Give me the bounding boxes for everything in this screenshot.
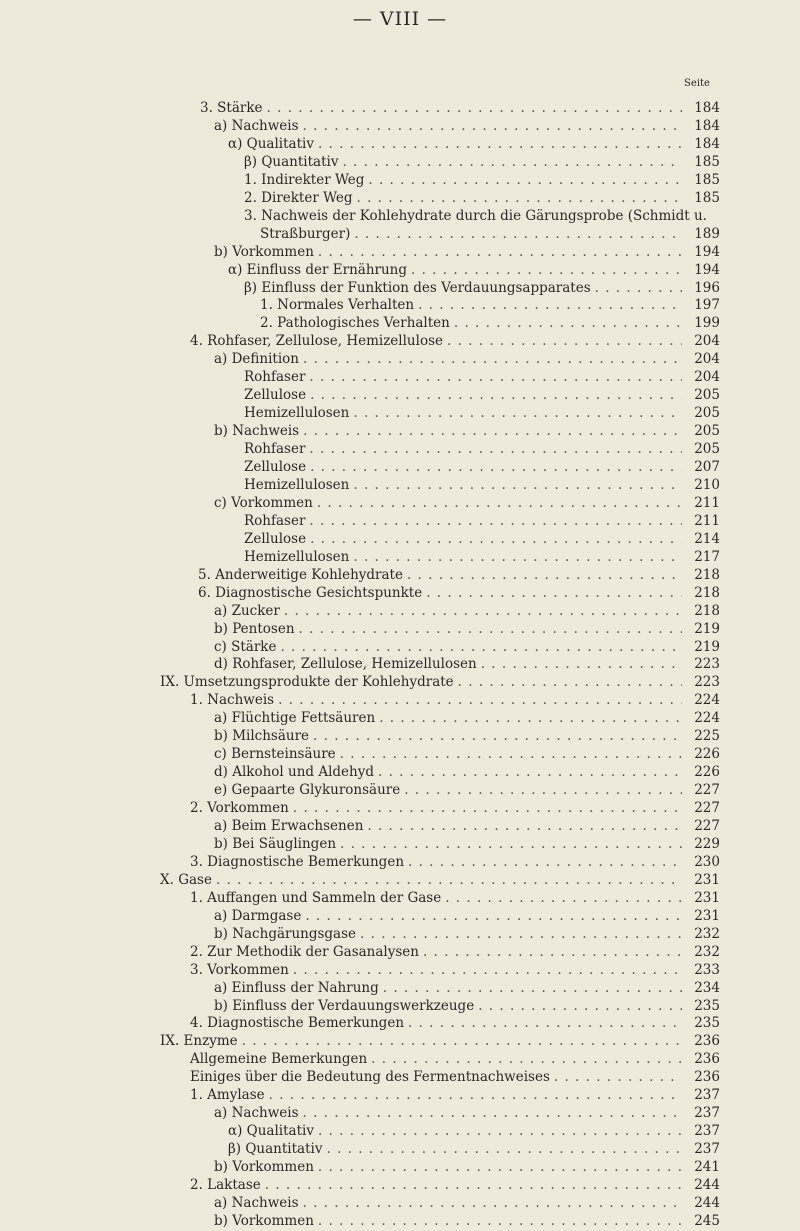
leader-dots <box>367 818 682 834</box>
toc-entry <box>214 728 720 746</box>
toc-entry-label: a) Zucker <box>214 602 280 619</box>
toc-entry-page: 204 <box>694 351 720 368</box>
toc-entry <box>190 944 720 962</box>
toc-entry-page: 234 <box>694 979 720 996</box>
toc-entry-label: b) Nachgärungsgase <box>214 925 357 942</box>
leader-dots <box>478 998 682 1014</box>
toc-entry-page: 224 <box>694 692 720 709</box>
toc-entry <box>244 441 720 459</box>
toc-entry-page: 219 <box>694 638 720 655</box>
toc-entry-label: a) Flüchtige Fettsäuren <box>214 710 376 727</box>
leader-dots <box>242 1033 682 1049</box>
toc-entry <box>244 280 720 298</box>
toc-entry-page: 232 <box>694 925 720 942</box>
toc-entry-label: 1. Auffangen und Sammeln der Gase <box>190 889 442 906</box>
leader-dots <box>309 441 682 457</box>
toc-entry-page: 232 <box>694 943 720 960</box>
toc-entry <box>198 585 720 603</box>
toc-entry <box>214 1195 720 1213</box>
toc-entry-label: Rohfaser <box>244 441 306 458</box>
toc-entry <box>244 513 720 531</box>
toc-entry <box>214 818 720 836</box>
leader-dots <box>267 100 682 116</box>
toc-entry <box>244 549 720 567</box>
toc-entry-label: a) Definition <box>214 351 300 368</box>
toc-entry-label: 4. Rohfaser, Zellulose, Hemizellulose <box>190 333 443 350</box>
toc-entry-label: a) Einfluss der Nahrung <box>214 979 379 996</box>
toc-entry-page: 219 <box>694 620 720 637</box>
toc-entry-label: a) Beim Erwachsenen <box>214 818 364 834</box>
toc-entry-page: 224 <box>694 710 720 727</box>
leader-dots <box>269 1087 682 1103</box>
toc-entry-page: 184 <box>694 117 720 134</box>
leader-dots <box>353 405 682 421</box>
toc-entry <box>244 154 720 172</box>
toc-entry-label: b) Vorkommen <box>214 243 314 260</box>
leader-dots <box>305 908 682 924</box>
leader-dots <box>293 962 682 978</box>
leader-dots <box>426 585 682 601</box>
toc-entry-page: 218 <box>694 602 720 619</box>
toc-entry-label: Zellulose <box>244 459 307 475</box>
toc-entry-label: b) Bei Säuglingen <box>214 835 337 852</box>
page-header: — VIII — <box>352 8 448 30</box>
toc-entry <box>228 1141 720 1159</box>
toc-entry-label: b) Milchsäure <box>214 728 310 745</box>
toc-entry-page: 236 <box>694 1033 720 1050</box>
toc-entry <box>214 908 720 926</box>
leader-dots <box>407 567 682 583</box>
leader-dots <box>318 1159 682 1175</box>
toc-entry-label: d) Rohfaser, Zellulose, Hemizellulosen <box>214 656 477 673</box>
toc-entry <box>260 226 720 244</box>
toc-entry-label: a) Darmgase <box>214 907 302 924</box>
toc-entry-label: IX. Enzyme <box>160 1033 238 1050</box>
toc-entry-label: Rohfaser <box>244 369 306 386</box>
toc-entry-page: 229 <box>694 835 720 852</box>
leader-dots <box>318 136 682 152</box>
toc-entry-page: 236 <box>694 1069 720 1086</box>
toc-entry-label: 2. Direkter Weg <box>244 189 353 206</box>
toc-entry-page: 204 <box>694 369 720 386</box>
toc-entry-page: 205 <box>694 387 720 404</box>
toc-entry <box>190 1087 720 1105</box>
leader-dots <box>303 118 682 134</box>
toc-entry-label: Straßburger) <box>260 225 351 242</box>
toc-entry-page: 235 <box>694 997 720 1014</box>
leader-dots <box>353 549 682 565</box>
leader-dots <box>554 1069 682 1085</box>
toc-entry-label: 2. Zur Methodik der Gasanalysen <box>190 943 419 960</box>
leader-dots <box>379 710 682 726</box>
toc-entry <box>190 800 720 818</box>
toc-entry-label: 2. Vorkommen <box>190 800 289 817</box>
leader-dots <box>481 656 682 672</box>
toc-entry-label: b) Vorkommen <box>214 1159 314 1176</box>
toc-entry <box>214 1105 720 1123</box>
toc-entry-label: β) Quantitativ <box>244 153 339 170</box>
toc-entry-label: 3. Vorkommen <box>190 961 289 978</box>
toc-entry-label: 5. Anderweitige Kohlehydrate <box>198 566 403 583</box>
toc-entry <box>160 1033 720 1051</box>
toc-entry-page: 205 <box>694 441 720 458</box>
leader-dots <box>371 1051 682 1067</box>
toc-entry-page: 226 <box>694 746 720 763</box>
toc-entry <box>190 1051 720 1069</box>
leader-dots <box>342 154 682 170</box>
toc-entry <box>244 369 720 387</box>
leader-dots <box>447 333 682 349</box>
toc-entry <box>160 674 720 692</box>
toc-entry <box>228 1123 720 1141</box>
leader-dots <box>360 926 682 942</box>
toc-entry-page: 184 <box>694 135 720 152</box>
toc-entry-page: 196 <box>694 279 720 296</box>
toc-entry-page: 218 <box>694 566 720 583</box>
toc-entry-page: 223 <box>694 656 720 673</box>
toc-entry <box>214 782 720 800</box>
toc-entry-label: b) Nachweis <box>214 423 300 440</box>
toc-entry-page: 223 <box>694 674 720 691</box>
toc-entry-page: 189 <box>694 225 720 242</box>
toc-entry <box>244 172 720 190</box>
toc-entry-page: 231 <box>694 907 720 924</box>
toc-entry <box>190 692 720 710</box>
toc-entry <box>214 836 720 854</box>
toc-entry-label: Hemizellulosen <box>244 548 350 565</box>
toc-entry-page: 197 <box>694 297 720 314</box>
toc-entry-page: 227 <box>694 800 720 817</box>
toc-entry <box>244 405 720 423</box>
toc-entry-label: Hemizellulosen <box>244 405 350 422</box>
leader-dots <box>293 800 682 816</box>
leader-dots <box>408 854 682 870</box>
toc-entry <box>214 1213 720 1231</box>
toc-entry-page: 185 <box>694 189 720 206</box>
toc-entry-page: 205 <box>694 423 720 440</box>
toc-entry <box>214 351 720 369</box>
leader-dots <box>303 1195 682 1211</box>
toc-entry-label: IX. Umsetzungsprodukte der Kohlehydrate <box>160 674 454 691</box>
toc-entry-page: 241 <box>694 1159 720 1176</box>
toc-entry-page: 185 <box>694 171 720 188</box>
toc-entry-label: 4. Diagnostische Bemerkungen <box>190 1015 405 1032</box>
toc-entry-label: 1. Normales Verhalten <box>260 297 415 314</box>
toc-entry-label: 3. Nachweis der Kohlehydrate durch die Gärungsprobe (Schmidt u. <box>244 207 707 224</box>
leader-dots <box>340 746 682 762</box>
toc-entry-page: 214 <box>694 530 720 547</box>
toc-entry-label: Rohfaser <box>244 512 306 529</box>
toc-entry <box>244 477 720 495</box>
toc-entry-label: β) Quantitativ <box>228 1141 323 1158</box>
leader-dots <box>353 477 682 493</box>
toc-entry-label: Zellulose <box>244 530 307 547</box>
toc-entry-label: Allgemeine Bemerkungen <box>190 1051 368 1068</box>
leader-dots <box>357 190 682 206</box>
toc-entry-page: 226 <box>694 764 720 781</box>
leader-dots <box>299 621 682 637</box>
toc-entry <box>190 1177 720 1195</box>
toc-entry <box>214 980 720 998</box>
leader-dots <box>383 980 682 996</box>
toc-entry <box>190 854 720 872</box>
toc-entry <box>214 495 720 513</box>
toc-entry-label: X. Gase <box>160 871 212 888</box>
leader-dots <box>280 639 682 655</box>
toc-entry-label: e) Gepaarte Glykuronsäure <box>214 782 401 799</box>
toc-entry-label: b) Pentosen <box>214 620 295 637</box>
toc-entry-page: 230 <box>694 853 720 870</box>
toc-entry-label: c) Stärke <box>214 638 277 655</box>
toc-entry-label: α) Qualitativ <box>228 135 314 152</box>
toc-entry <box>190 962 720 980</box>
toc-entry-label: 1. Amylase <box>190 1087 265 1104</box>
toc-entry-label: Zellulose <box>244 387 307 404</box>
leader-dots <box>318 1213 682 1229</box>
toc-entry <box>200 100 720 118</box>
toc-entry-page: 235 <box>694 1015 720 1032</box>
toc-entry <box>190 890 720 908</box>
toc-entry <box>244 190 720 208</box>
leader-dots <box>418 297 682 313</box>
toc-entry-label: c) Bernsteinsäure <box>214 746 336 763</box>
toc-entry-page: 237 <box>694 1141 720 1158</box>
leader-dots <box>303 351 682 367</box>
toc-entry <box>214 639 720 657</box>
toc-entry <box>228 136 720 154</box>
toc-entry <box>214 603 720 621</box>
toc-entry-label: α) Einfluss der Ernährung <box>228 261 407 278</box>
toc-entry <box>260 315 720 333</box>
toc-entry-page: 211 <box>694 512 720 529</box>
leader-dots <box>354 226 682 242</box>
toc-entry <box>244 459 720 477</box>
toc-entry-page: 199 <box>694 315 720 332</box>
toc-entry <box>214 423 720 441</box>
toc-entry <box>244 387 720 405</box>
toc-entry-label: Einiges über die Bedeutung des Fermentnachweises <box>190 1069 550 1086</box>
leader-dots <box>404 782 682 798</box>
toc-entry <box>214 656 720 674</box>
toc-entry-page: 237 <box>694 1087 720 1104</box>
toc-entry-page: 225 <box>694 728 720 745</box>
toc-entry-label: 1. Nachweis <box>190 692 275 709</box>
leader-dots <box>310 459 682 475</box>
leader-dots <box>216 872 682 888</box>
toc-entry-page: 185 <box>694 153 720 170</box>
toc-entry <box>190 333 720 351</box>
toc-entry <box>214 710 720 728</box>
toc-entry-page: 231 <box>694 889 720 906</box>
leader-dots <box>368 172 682 188</box>
toc-entry <box>190 1015 720 1033</box>
leader-dots <box>303 1105 682 1121</box>
toc-entry <box>214 1159 720 1177</box>
toc-entry-label: 1. Indirekter Weg <box>244 171 365 188</box>
leader-dots <box>284 603 682 619</box>
toc-entry-page: 217 <box>694 548 720 565</box>
leader-dots <box>317 495 682 511</box>
toc-entry-page: 231 <box>694 871 720 888</box>
leader-dots <box>265 1177 682 1193</box>
toc-entry-label: c) Vorkommen <box>214 494 313 511</box>
leader-dots <box>340 836 682 852</box>
toc-entry-page: 210 <box>694 476 720 493</box>
toc-entry <box>260 297 720 315</box>
toc-entry-label: a) Nachweis <box>214 117 299 134</box>
leader-dots <box>454 315 682 331</box>
toc-entry <box>228 262 720 280</box>
leader-dots <box>458 674 682 690</box>
toc-entry-page: 194 <box>694 261 720 278</box>
toc-entry-label: β) Einfluss der Funktion des Verdauungsapparates <box>244 279 591 296</box>
leader-dots <box>326 1141 682 1157</box>
toc-entry-label: a) Nachweis <box>214 1194 299 1211</box>
toc-entry-page: 233 <box>694 961 720 978</box>
leader-dots <box>378 764 682 780</box>
toc-entry <box>214 998 720 1016</box>
leader-dots <box>309 369 682 385</box>
leader-dots <box>595 280 682 296</box>
toc-entry-page: 237 <box>694 1105 720 1122</box>
toc-entry-page: 227 <box>694 818 720 834</box>
toc-entry <box>214 118 720 136</box>
toc-entry-page: 236 <box>694 1051 720 1068</box>
leader-dots <box>278 692 682 708</box>
toc-entry-page: 205 <box>694 405 720 422</box>
toc-entry-label: 2. Laktase <box>190 1177 261 1193</box>
leader-dots <box>408 1015 682 1031</box>
leader-dots <box>309 513 682 529</box>
leader-dots <box>310 387 682 403</box>
toc-entry <box>160 872 720 890</box>
toc-entry-label: 3. Diagnostische Bemerkungen <box>190 853 405 870</box>
toc-entry <box>244 531 720 549</box>
leader-dots <box>318 244 682 260</box>
toc-entry-page: 244 <box>694 1177 720 1193</box>
leader-dots <box>411 262 682 278</box>
toc-entry-page: 244 <box>694 1194 720 1211</box>
toc-entry-label: 6. Diagnostische Gesichtspunkte <box>198 584 423 601</box>
toc-entry <box>214 746 720 764</box>
toc-entry-page: 218 <box>694 584 720 601</box>
toc-entry-page: 184 <box>694 100 720 116</box>
leader-dots <box>310 531 682 547</box>
leader-dots <box>313 728 682 744</box>
toc-entry-label: 2. Pathologisches Verhalten <box>260 315 450 332</box>
toc-entry <box>214 244 720 262</box>
toc-entry-label: 3. Stärke <box>200 100 263 116</box>
leader-dots <box>318 1123 682 1139</box>
toc-entry <box>214 621 720 639</box>
leader-dots <box>445 890 682 906</box>
toc-entry-page: 194 <box>694 243 720 260</box>
toc-entry-label: Hemizellulosen <box>244 476 350 493</box>
toc-entry-page: 211 <box>694 494 720 511</box>
toc-entry <box>214 764 720 782</box>
toc-entry-label: d) Alkohol und Aldehyd <box>214 764 374 781</box>
toc-entry-label: b) Einfluss der Verdauungswerkzeuge <box>214 997 475 1014</box>
toc-entry-label: b) Vorkommen <box>214 1212 314 1229</box>
toc-entry-label: α) Qualitativ <box>228 1123 314 1140</box>
toc-entry <box>214 926 720 944</box>
toc-entry <box>244 208 720 226</box>
toc-entry <box>198 567 720 585</box>
column-header-seite: Seite <box>684 78 710 89</box>
leader-dots <box>303 423 682 439</box>
leader-dots <box>423 944 682 960</box>
toc-entry <box>190 1069 720 1087</box>
toc-entry-page: 207 <box>694 459 720 475</box>
toc-entry-page: 237 <box>694 1123 720 1140</box>
toc-entry-page: 245 <box>694 1212 720 1229</box>
toc-entry-page: 204 <box>694 333 720 350</box>
toc-entry-page: 227 <box>694 782 720 799</box>
toc-entry-label: a) Nachweis <box>214 1105 299 1122</box>
